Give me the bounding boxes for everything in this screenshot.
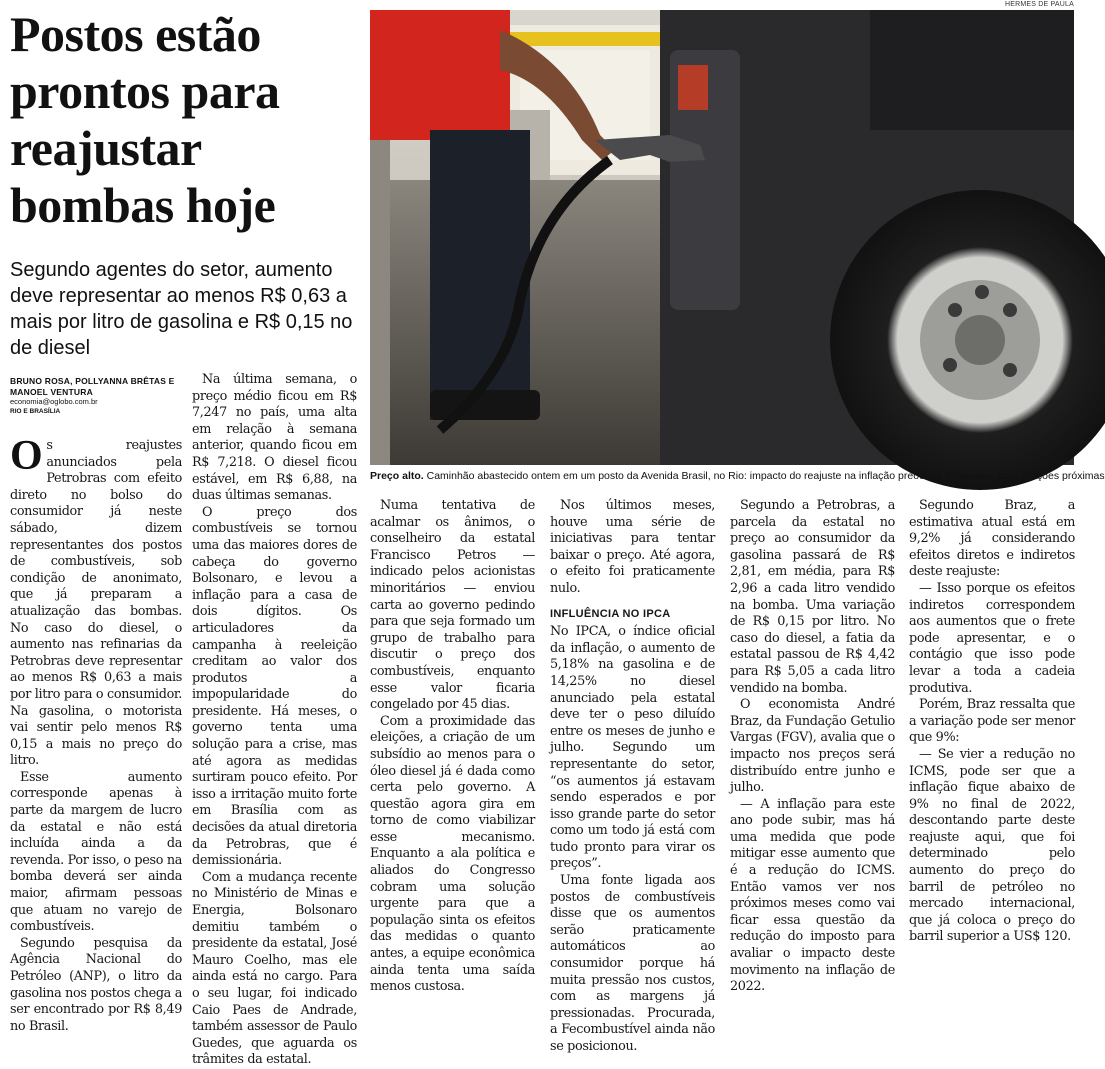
drop-cap: O [10,433,43,479]
paragraph: No IPCA, o índice oficial da inflação, o aumento de 5,18% na gasolina e de 14,25% no diesel anunciado pela estatal deve ter o peso diluído entre os meses de junho e julho. Segundo um representante do setor, “os aumentos já estavam sendo esperados e por isso grande parte do setor como um todo já está com tudo pronto para virar os preços”. [550,624,715,872]
byline-names: BRUNO ROSA, POLLYANNA BRÊTAS E MANOEL VENTURA [10,376,175,397]
paragraph: Nos últimos meses, houve uma série de iniciativas para tentar baixar o preço. Até agora, o efeito foi praticamente nulo. [550,498,715,596]
photo-credit: HERMES DE PAULA [1005,1,1074,8]
caption-text: Caminhão abastecido ontem em um posto da Avenida Brasil, no Rio: impacto do reajuste na inflação preocupa Bolsonaro, com eleições próximas [423,470,1105,482]
paragraph: — Se vier a redução no ICMS, pode ser que a inflação fique abaixo de 9% no final de 2022, descontando parte deste reajuste aqui, que foi determinado pelo aumento do preço do barril de petróleo no mercado internacional, que já coloca o preço do barril superior a US$ 120. [909,746,1075,945]
paragraph: Segundo a Petrobras, a parcela da estatal no preço ao consumidor da gasolina passará de R$ 2,81, em média, para R$ 2,96 a cada litro vendido na bomba. Uma variação de R$ 0,15 por litro. No caso do diesel, a fatia da estatal passou de R$ 4,42 para R$ 5,05 a cada litro vendido na bomba. [730,498,895,696]
subheadline: Segundo agentes do setor, aumento deve representar ao menos R$ 0,63 a mais por litro de gasolina e R$ 0,15 no de diesel [10,259,353,359]
paragraph: — A inflação para este ano pode subir, mas há uma medida que pode mitigar esse aumento que é a redução do ICMS. Então vamos ver nos próximos meses como vai ficar essa questão da redução do imposto para avaliar o impacto deste movimento na inflação de 2022. [730,796,895,995]
section-subtitle: INFLUÊNCIA NO IPCA [550,607,671,620]
paragraph: Com a mudança recente no Ministério de Minas e Energia, Bolsonaro demitiu também o presidente da estatal, José Mauro Coelho, mas ele ainda está no cargo. Para o seu lugar, foi indicado Caio Paes de Andrade, também assessor de Paulo Guedes, que aguarda os trâmites da estatal. [192,869,357,1068]
paragraph: O preço dos combustíveis se tornou uma das maiores dores de cabeça do governo Bolsonaro, e levou a inflação para a casa de dois dígitos. Os articuladores da campanha à reeleição creditam ao valor dos produtos a impopularidade do presidente. Há meses, o governo tenta uma solução para a crise, mas até agora as medidas surtiram pouco efeito. Por isso a irritação muito forte em Brasília com as decisões da atual diretoria da Petrobras, que é demissionária. [192,504,357,869]
paragraph: Porém, Braz ressalta que a variação pode ser menor que 9%: [909,697,1075,746]
column-1 [10,433,182,1035]
paragraph: Uma fonte ligada aos postos de combustíveis disse que os aumentos serão praticamente automáticos ao consumidor porque há muita pressão nos custos, com as margens já pressionadas. Procurada, a Fecombustível ainda não se posicionou. [550,873,715,1054]
paragraph: O economista André Braz, da Fundação Getulio Vargas (FGV), avalia que o impacto nos preços será distribuído entre junho e julho. [730,697,895,796]
news-photo [370,10,1074,465]
photo-caption [370,470,1105,483]
byline-location: RIO E BRASÍLIA [10,408,61,415]
fuel-pump-photo [370,10,1074,465]
caption-lead: Preço alto. [370,470,424,482]
headline: Postos estão prontos para reajustar bombas hoje [10,6,280,233]
byline-email[interactable]: economia@oglobo.com.br [10,397,98,406]
paragraph: Com a proximidade das eleições, a criação de um subsídio ao menos para o óleo diesel já é dada como certa pelo governo. A questão agora gira em torno de como viabilizar esse mecanismo. Enquanto a ala política e aliados do Congresso cobram uma solução urgente para que a população sinta os efeitos das medidas o quanto antes, a equipe econômica ainda tenta uma saída menos custosa. [370,713,535,995]
paragraph: Segundo pesquisa da Agência Nacional do Petróleo (ANP), o litro da gasolina nos postos chega a ser encontrado por R$ 8,49 no Brasil. [10,935,182,1034]
paragraph: Segundo Braz, a estimativa atual está em 9,2% já considerando efeitos diretos e indiretos deste reajuste: [909,498,1075,580]
paragraph: — Isso porque os efeitos indiretos correspondem aos aumentos que o frete pode apresentar, e o contágio que isso pode levar a toda a cadeia produtiva. [909,580,1075,696]
byline [10,376,186,416]
paragraph: Os reajustes anunciados pela Petrobras com efeito direto no bolso do consumidor já neste sábado, dizem representantes dos postos de combustíveis, sob condição de anonimato, que já preparam a atualização das bombas. No caso do diesel, o aumento nas refinarias da Petrobras deve representar ao menos R$ 0,63 a mais por litro para o consumidor. Na gasolina, o motorista vai sentir pelo menos R$ 0,15 a mais no preço do litro. [10,433,182,769]
column-5 [730,498,895,996]
column-2 [192,372,357,1069]
column-4 [550,498,715,1056]
column-6 [909,498,1075,946]
paragraph: Esse aumento corresponde apenas à parte da margem de lucro da estatal e não está incluída ainda a da revenda. Por isso, o peso na bomba deverá ser ainda maior, afirmam pessoas que atuam no varejo de combustíveis. [10,769,182,935]
paragraph: Numa tentativa de acalmar os ânimos, o conselheiro da estatal Francisco Petros — indicado pelos acionistas minoritários — enviou carta ao governo pedindo para que seja formado um grupo de trabalho para discutir o preço dos combustíveis, enquanto esse valor ficaria congelado por 45 dias. [370,498,535,713]
column-3 [370,498,535,996]
paragraph: Na última semana, o preço médio ficou em R$ 7,247 no país, uma alta em relação à semana anterior, quando ficou em R$ 7,218. O diesel ficou estável, em R$ 6,88, na duas últimas semanas. [192,372,357,504]
